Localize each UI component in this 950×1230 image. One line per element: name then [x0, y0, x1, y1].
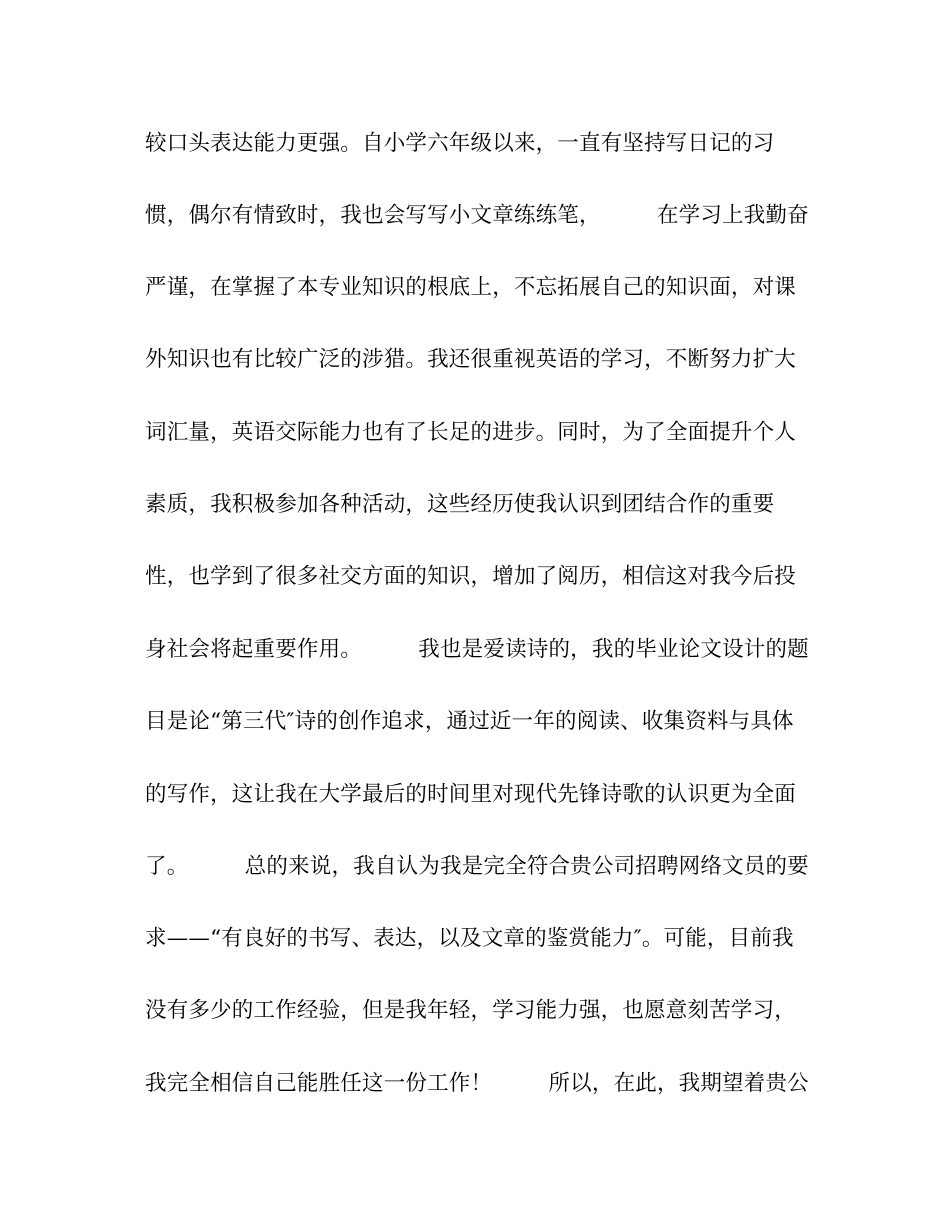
text-line-7: 性，也学到了很多社交方面的知识，增加了阅历，相信这对我今后投	[145, 564, 797, 589]
text-line-6: 素质，我积极参加各种活动，这些经历使我认识到团结合作的重要	[145, 492, 775, 517]
text-line-11: 了。 总的来说，我自认为我是完全符合贵公司招聘网络文员的要	[145, 854, 809, 879]
text-line-14: 我完全相信自己能胜任这一份工作！ 所以，在此，我期望着贵公	[145, 1071, 809, 1096]
text-line-1: 较口头表达能力更强。自小学六年级以来，一直有坚持写日记的习	[145, 131, 775, 156]
text-line-3: 严谨，在掌握了本专业知识的根底上，不忘拓展自己的知识面，对课	[145, 275, 797, 300]
text-line-4: 外知识也有比较广泛的涉猎。我还很重视英语的学习，不断努力扩大	[145, 347, 797, 372]
text-line-5: 词汇量，英语交际能力也有了长足的进步。同时，为了全面提升个人	[145, 420, 797, 445]
text-line-9: 目是论“第三代″诗的创作追求，通过近一年的阅读、收集资料与具体	[145, 709, 794, 734]
text-line-10: 的写作，这让我在大学最后的时间里对现代先锋诗歌的认识更为全面	[145, 782, 797, 807]
text-line-12: 求——“有良好的书写、表达，以及文章的鉴赏能力″。可能，目前我	[145, 926, 794, 951]
text-line-2: 惯，偶尔有情致时，我也会写写小文章练练笔， 在学习上我勤奋	[145, 203, 809, 228]
text-line-8: 身社会将起重要作用。 我也是爱读诗的，我的毕业论文设计的题	[145, 637, 809, 662]
text-line-13: 没有多少的工作经验，但是我年轻，学习能力强，也愿意刻苦学习，	[145, 998, 797, 1023]
